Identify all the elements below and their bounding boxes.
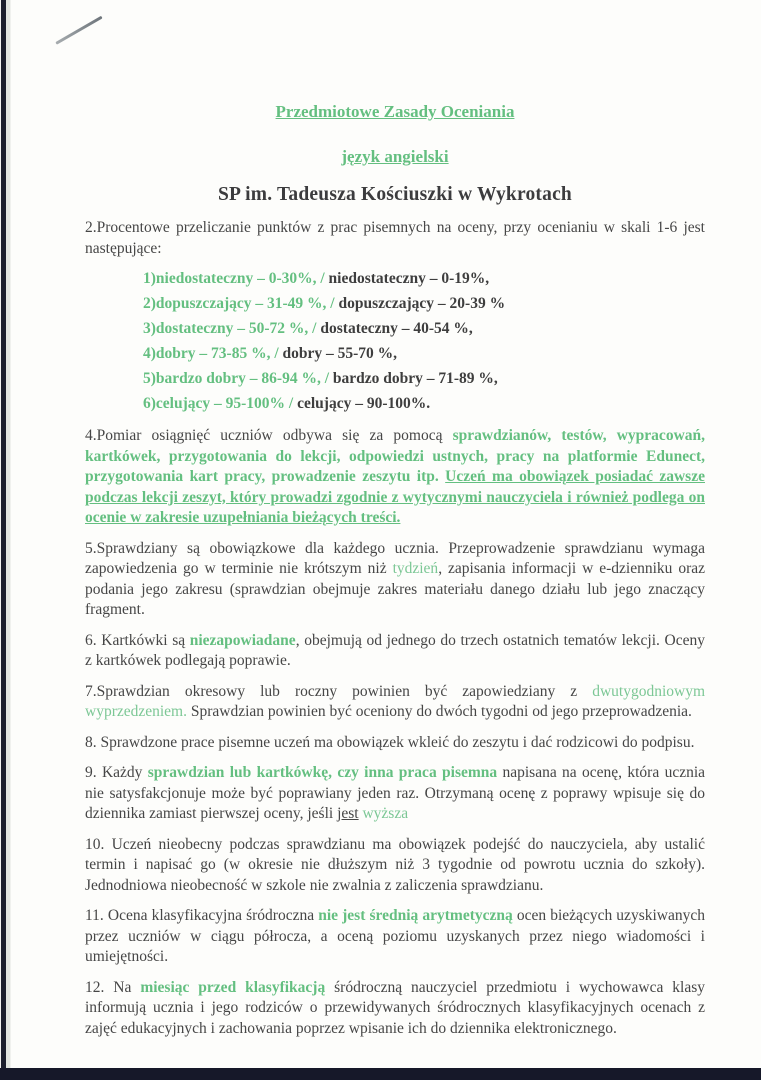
grade-line-5 xyxy=(143,369,705,389)
text-run: 6. Kartkówki są xyxy=(85,631,190,649)
grade-line-6 xyxy=(143,394,705,414)
text-run: Uczeń ma obowiązek posiadać zawsze podczas lekcji zeszyt, który prowadzi zgodnie z wytycznymi nauczyciela i również podlega on ocenie w zakresie uzupełniania bieżących treści. xyxy=(85,468,705,526)
text-run: sprawdzianów, testów, wypracowań, kartkówek, przygotowania do lekcji, odpowiedzi ustnych, pracy na platformie Edunect, przygotowania kart pracy, prowadzenie zeszytu itp. xyxy=(85,427,706,485)
text-run: 4)dobry – 73-85 %, / xyxy=(143,345,283,362)
paragraph-6 xyxy=(85,631,705,672)
paragraph-4 xyxy=(85,426,705,529)
paragraph-10 xyxy=(85,835,705,897)
text-run: Sprawdzian powinien być oceniony do dwóch tygodni od jego przeprowadzenia. xyxy=(187,703,692,720)
school-name: SP im. Tadeusza Kościuszki w Wykrotach xyxy=(218,184,572,205)
grade-line-4 xyxy=(143,344,705,364)
paragraph-12 xyxy=(85,978,705,1040)
text-run: , obejmują od jednego do trzech ostatnich tematów lekcji. Oceny z kartkówek podlegają poprawie. xyxy=(85,631,705,669)
text-run: 3)dostateczny – 50-72 %, / xyxy=(143,320,321,337)
text-run: , zapisania informacji w e-dzienniku oraz podania jego zakresu (sprawdzian obejmuje zakres materiału danego działu lub jego znaczący fragment. xyxy=(85,560,706,618)
text-run: niedostateczny – 0-19%, xyxy=(328,270,490,287)
text-run: niezapowiadane xyxy=(189,631,296,649)
text-run: sprawdzian lub kartkówkę, czy inna praca pisemna xyxy=(147,764,498,781)
text-run: 12. Na xyxy=(85,978,141,996)
document-content xyxy=(85,0,705,1049)
text-run: 2.Procentowe przeliczanie punktów z prac pisemnych na oceny, przy ocenianiu w skali 1-6 jest następujące: xyxy=(85,219,705,257)
text-run: 8. Sprawdzone prace pisemne uczeń ma obowiązek wkleić do zeszytu i dać rodzicowi do podpisu. xyxy=(85,733,695,751)
text-run: 5)bardzo dobry – 86-94 %, / xyxy=(143,370,333,387)
scan-edge-bottom xyxy=(0,1068,761,1080)
text-run: śródroczną nauczyciel przedmiotu i wychowawca klasy informują ucznia i jego rodziców o przewidywanych śródrocznych klasyfikacyjnych ocenach z zajęć edukacyjnych i zachowania poprzez wpisanie ich do dziennika elektronicznego. xyxy=(85,978,705,1037)
paragraph-5 xyxy=(85,539,705,621)
text-run: 11. Ocena klasyfikacyjna śródroczna xyxy=(85,907,319,924)
text-run: dobry – 55-70 %, xyxy=(282,345,398,362)
text-run: celujący – 90-100%. xyxy=(297,395,431,412)
text-run: bardzo dobry – 71-89 %, xyxy=(332,370,498,387)
grade-line-1 xyxy=(143,269,705,289)
text-run: 1)niedostateczny – 0-30%, / xyxy=(143,270,329,287)
grade-line-3 xyxy=(143,319,705,339)
text-run: nie jest średnią arytmetyczną xyxy=(318,907,513,924)
text-run: 2)dopuszczający – 31-49 %, / xyxy=(143,295,339,312)
text-run: miesiąc przed klasyfikacją xyxy=(140,978,326,996)
text-run: dopuszczający – 20-39 % xyxy=(338,295,506,312)
text-run: 7.Sprawdzian okresowy lub roczny powinien być zapowiedziany z xyxy=(85,682,593,700)
document-subtitle: język angielski xyxy=(341,147,449,166)
paragraph-11 xyxy=(85,906,705,968)
text-run: 10. Uczeń nieobecny podczas sprawdzianu ma obowiązek podejść do nauczyciela, aby ustalić termin i napisać go (w okresie nie dłuższym niż 3 tygodnie od powrotu ucznia do szkoły). Jednodniowa nieobecność w szkole nie zwalnia z zaliczenia sprawdzianu. xyxy=(85,835,705,894)
text-run: napisana na ocenę, która ucznia nie satysfakcjonuje może być poprawiany jeden raz. Otrzymaną ocenę z poprawy wpisuje się do dziennika zamiast pierwszej oceny, jeśli xyxy=(85,764,706,822)
text-run: tydzień xyxy=(392,560,439,577)
text-run: jest xyxy=(337,805,359,822)
paragraph-9 xyxy=(85,763,705,825)
paragraph-7 xyxy=(85,682,705,723)
text-run: 6)celujący – 95-100% / xyxy=(143,395,298,412)
paragraph-2 xyxy=(85,218,705,259)
grade-line-2 xyxy=(143,294,705,314)
scan-edge-left xyxy=(0,0,11,1080)
text-run: dostateczny – 40-54 %, xyxy=(320,320,473,337)
text-run: wyższa xyxy=(362,805,409,822)
document-body xyxy=(85,218,705,1039)
document-title: Przedmiotowe Zasady Oceniania xyxy=(275,102,515,121)
text-run: 5.Sprawdziany są obowiązkowe dla każdego ucznia. Przeprowadzenie sprawdzianu wymaga zapowiedzenia go w terminie nie krótszym niż xyxy=(85,539,705,577)
text-run: ocen bieżących uzyskiwanych przez uczniów w ciągu półrocza, a oceną poziomu uzyskanych przez niego wiadomości i umiejętności. xyxy=(85,907,705,965)
paragraph-8 xyxy=(85,733,705,754)
text-run: 9. Każdy xyxy=(85,764,148,781)
text-run: 4.Pomiar osiągnięć uczniów odbywa się za pomocą xyxy=(85,427,453,444)
text-run: dwutygodniowym wyprzedzeniem. xyxy=(85,682,705,720)
